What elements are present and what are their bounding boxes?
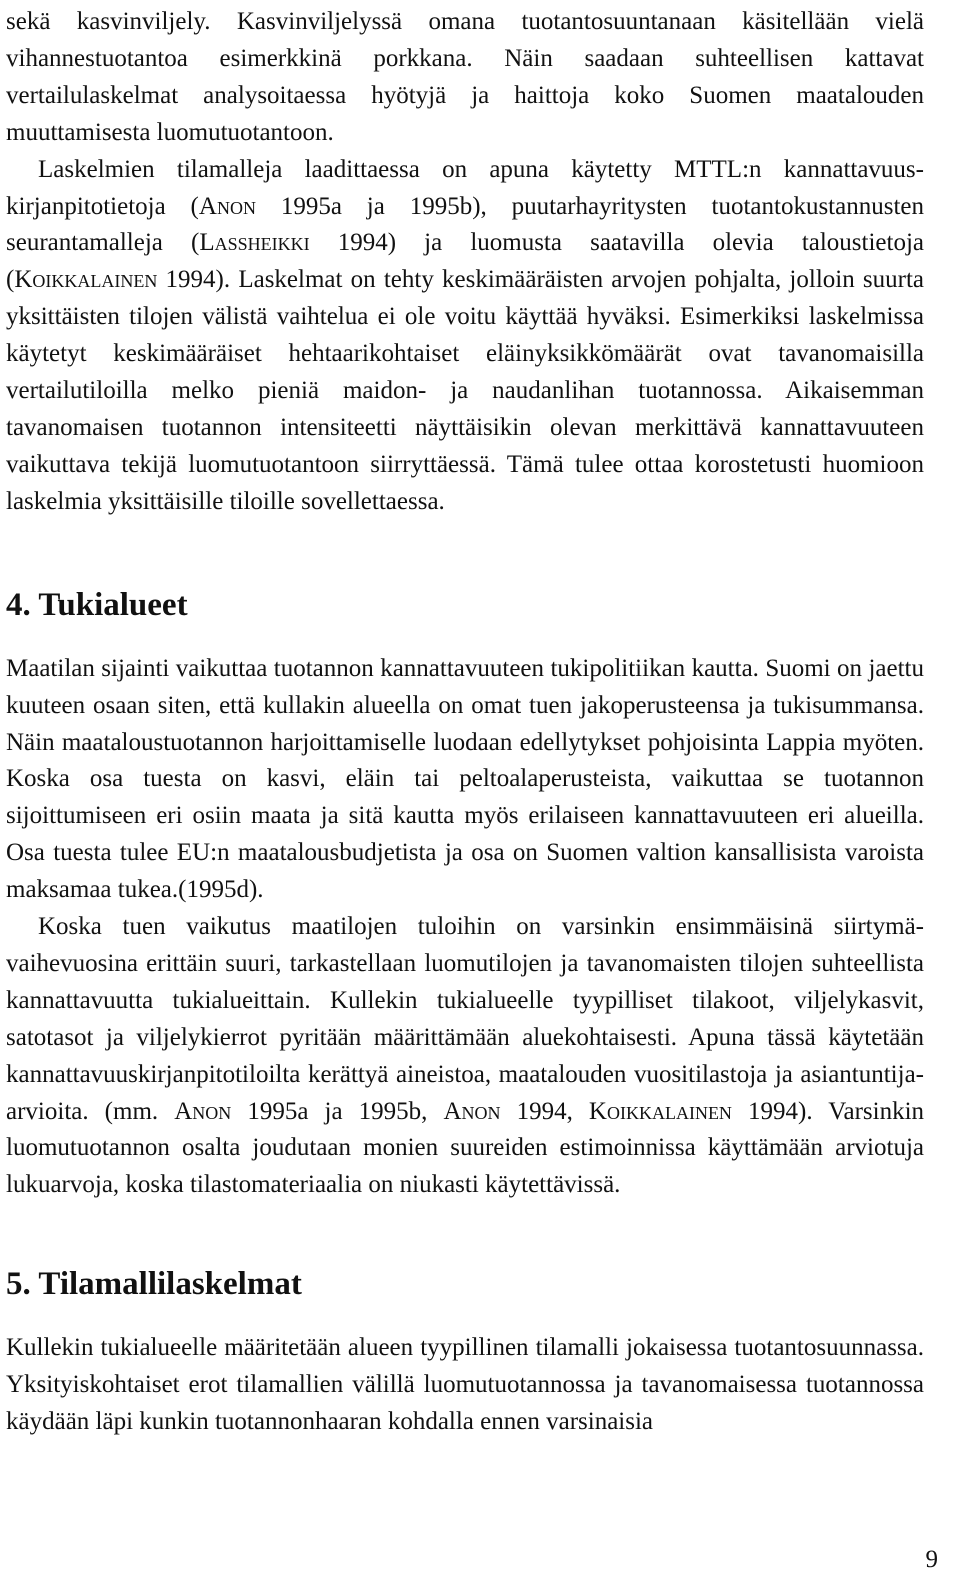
- tukialueet-paragraph-1: Maatilan sijainti vaikuttaa tuotannon kannattavuuteen tukipolitiikan kautta. Suomi on jaettu kuuteen osaan siten, että kullakin alueella on omat tuen jakoperusteensa ja tukisummansa. Näin maataloustuotannon harjoittamiselle luodaan edellytykset pohjoisinta Lappia myöten. Koska osa tuesta on kasvi, eläin tai peltoalaperusteista, vaikuttaa se tuotannon sijoittumiseen eri osiin maata ja sitä kautta myös erilaiseen kannattavuuteen eri alueilla. Osa tuesta tulee EU:n maatalousbudjetista ja osa on Suomen valtion kansallisista varoista maksamaa tukea.(1995d).: [6, 654, 924, 904]
- text-run: Koska tuen vaikutus maatilojen tuloihin on varsinkin ensimmäisinä siirtymävaihevuosina erittäin suuri, tarkastellaan luomutilojen ja tavanomaisten tilojen suhteellista kannattavuutta tukialueittain. Kullekin tukialueelle tyypilliset tilakoot, viljelykasvit, satotasot ja viljelykierrot pyritään määrittämään aluekohtaisesti. Apuna tässä käytetään kannattavuuskirjanpitotiloilta kerättyä aineistoa, maatalouden vuositilastoja ja asiantuntija-arvioita. (mm.: [6, 913, 924, 1125]
- page-number: 9: [925, 1546, 938, 1573]
- citation-author: Anon: [174, 1097, 232, 1125]
- citation-author: Koikkalainen: [14, 266, 158, 294]
- text-run: 1994) ja luomusta saatavilla olevia taloustietoja (: [6, 229, 925, 294]
- text-run: 1995a ja 1995b,: [231, 1097, 444, 1125]
- text-run: 1995a ja 1995b), puutarhayritysten tuotantokustannusten seurantamalleja (: [6, 192, 924, 257]
- intro-paragraph-1: sekä kasvinviljely. Kasvinviljelyssä omana tuotantosuuntanaan käsitellään vielä vihannestuotantoa esimerkkinä porkkana. Näin saadaan suhteellisen kattavat vertailulaskelmat analysoitaessa hyötyjä ja haittoja koko Suomen maatalouden muuttamisesta luomutuotantoon.: [6, 8, 924, 146]
- citation-author: Anon: [198, 192, 256, 220]
- section-heading-tukialueet: 4. Tukialueet: [6, 586, 188, 623]
- text-run: 1994,: [500, 1097, 589, 1125]
- tukialueet-paragraph-2: [6, 909, 924, 1204]
- citation-author: Koikkalainen: [588, 1097, 732, 1125]
- intro-paragraph-2: [6, 152, 924, 521]
- document-body: [6, 4, 924, 1441]
- text-run: 1994). Varsinkin luomutuotannon osalta joudutaan monien suureiden estimoinnissa käyttämään arviotuja lukuarvoja, koska tilastomateriaalia on niukasti käytettävissä.: [6, 1097, 925, 1199]
- citation-author: Anon: [443, 1097, 501, 1125]
- citation-author: Lassheikki: [199, 229, 310, 257]
- text-run: Laskelmien tilamalleja laadittaessa on apuna käytetty MTTL:n kannattavuuskirjanpitotietoja (: [6, 155, 924, 220]
- tilamallilaskelmat-paragraph-1: Kullekin tukialueelle määritetään alueen tyypillinen tilamalli jokaisessa tuotantosuunnassa. Yksityiskohtaiset erot tilamallien välillä luomutuotannossa ja tavanomaisessa tuotannossa käydään läpi kunkin tuotannonhaaran kohdalla ennen varsinaisia: [6, 1334, 924, 1436]
- text-run: 1994). Laskelmat on tehty keskimääräisten arvojen pohjalta, jolloin suurta yksittäisten tilojen välistä vaihtelua ei ole voitu käyttää hyväksi. Esimerkiksi laskelmissa käytetyt keskimääräiset hehtaarikohtaiset eläinyksikkömäärät ovat tavanomaisilla vertailutiloilla melko pieniä maidon- ja naudanlihan tuotannossa. Aikaisemman tavanomaisen tuotannon intensiteetti näyttäisikin olevan merkittävä kannattavuuteen vaikuttava tekijä luomutuotantoon siirryttäessä. Tämä tulee ottaa korostetusti huomioon laskelmia yksittäisille tiloille sovellettaessa.: [6, 266, 924, 515]
- section-heading-tilamallilaskelmat: 5. Tilamallilaskelmat: [6, 1266, 302, 1303]
